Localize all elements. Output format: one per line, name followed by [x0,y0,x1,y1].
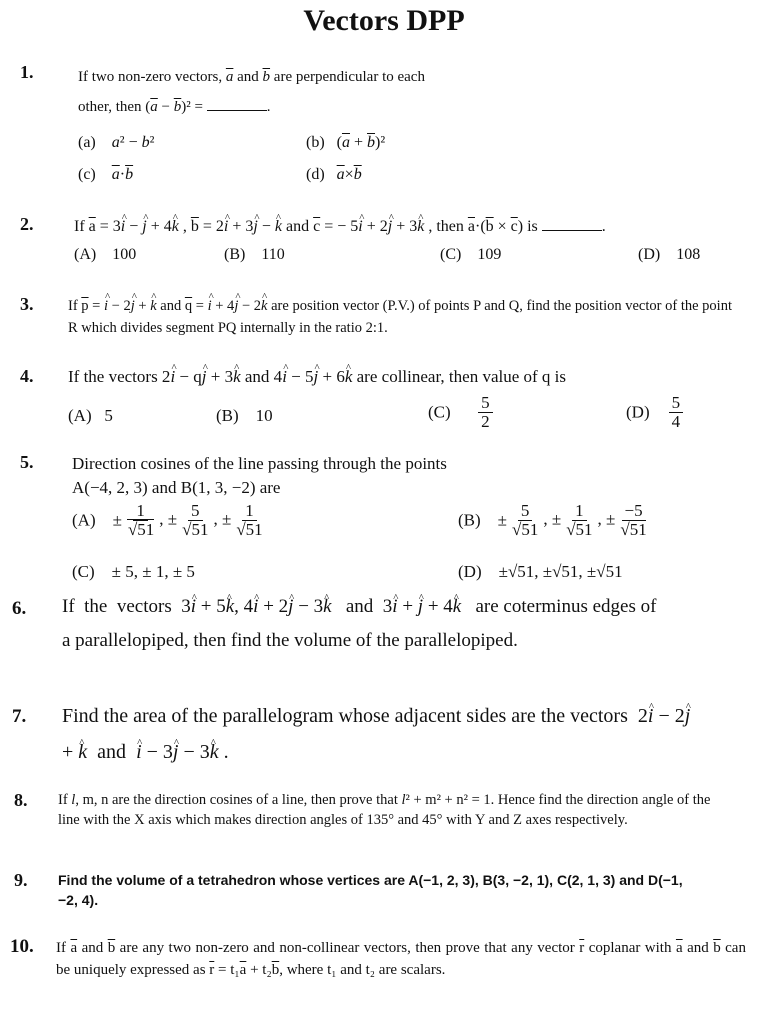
question-number: 2. [20,214,34,234]
question-number: 1. [20,62,34,82]
question-2-text: If $\overline{a}$ = 3^ i − ^ j + 4^ k , $\overline{b}$ = 2^ i + 3^ j − ^ k and $\overline{c}$ = − 5^ i + 2^ j + 3^ k , then $\overline{a}\cdot(\overline{b} \times \overline{c})$ is . [74,216,754,238]
q5-option-d: (D) ±√51, ±√51, ±√51 [458,562,623,581]
question-number: 7. [12,706,27,727]
question-number: 5. [20,452,34,472]
question-3-text: If $\overline{p}$ = ^ i − 2^ j + ^ k and $\overline{q}$ = ^ i + 4^ j − 2^ k are position vector (P.V.) of points P and Q, find the position vector of the point R which divides segment PQ internally in the ratio 2:1. [68,295,732,339]
q4-option-d: (D) $\frac{5}{4}$ [626,394,685,431]
q5-option-b: (B) ± $\frac{5}{√51}$ , ± $\frac{1}{√51}$ , ± $\frac{-5}{√51}$ [458,501,647,539]
q2-option-b: (B) 110 [224,246,285,263]
q5-option-c: (C) ± 5, ± 1, ± 5 [72,562,195,581]
question-number: 4. [20,366,34,386]
question-1-text: If two non-zero vectors, $\overline{a}$ and $\overline{b}$ are perpendicular to each other, then $(\overline{a} - \overline{b})^2$ = . [78,69,425,115]
question-4-text: If the vectors 2^ i − q^ j + 3^ k and 4^ i − 5^ j + 6^ k are collinear, then value of q is [68,366,728,388]
q2-option-a: (A) 100 [74,246,137,263]
q4-option-a: (A) 5 [68,406,113,425]
question-10-text: If $\overline{a}$ and $\overline{b}$ are any two non-zero and non-collinear vectors, then prove that any vector $\overline{r}$ coplanar with $\overline{a}$ and $\overline{b}$ can be uniquely expressed as $\overline{r} = t_1\overline{a} + t_2\overline{b}$, where t₁ and t₂ are scalars. [56,940,746,978]
q4-option-c: (C) $\frac{5}{2}$ [428,394,495,431]
q1-option-a: (a) a² − b² [78,134,155,151]
q2-option-c: (C) 109 [440,246,502,263]
question-6-text: If the vectors 3^ i + 5^ k, 4^ i + 2^ j − 3^ k and 3^ i + ^ j + 4^ k are coterminus edges of a parallelopiped, then find the volume of the parallelopiped. [62,590,662,658]
q2-option-d: (D) 108 [638,246,701,263]
question-8-text: If l, m, n are the direction cosines of a line, then prove that l² + m² + n² = 1. Hence find the direction angle of the line with the X axis which makes direction angles of 135° and 45° with Y and Z axes respectively. [58,792,711,828]
q1-option-b: (b) $(\overline{a} + \overline{b})^2$ [306,134,386,151]
question-5-text: Direction cosines of the line passing through the points A(−4, 2, 3) and B(1, 3, −2) are [72,454,447,497]
question-number: 3. [20,294,34,314]
q4-option-b: (B) 10 [216,406,273,425]
q1-option-c: (c) $\overline{a}\cdot\overline{b}$ [78,166,134,183]
question-number: 10. [10,936,34,957]
question-number: 8. [14,790,28,810]
question-number: 6. [12,598,27,619]
q5-option-a: (A) ± $\frac{1}{√51}$ , ± $\frac{5}{√51}$ , ± $\frac{1}{√51}$ [72,501,263,539]
question-9-text: Find the volume of a tetrahedron whose vertices are A(−1, 2, 3), B(3, −2, 1), C(2, 1, 3) and D(−1, −2, 4). [58,872,683,908]
q1-option-d: (d) $\overline{a}\times\overline{b}$ [306,166,362,183]
page-title: Vectors DPP [303,4,465,37]
question-7-text: Find the area of the parallelogram whose adjacent sides are the vectors 2^ i − 2^ j + ^ k and ^ i − 3^ j − 3^ k . [62,698,702,770]
question-number: 9. [14,870,28,890]
